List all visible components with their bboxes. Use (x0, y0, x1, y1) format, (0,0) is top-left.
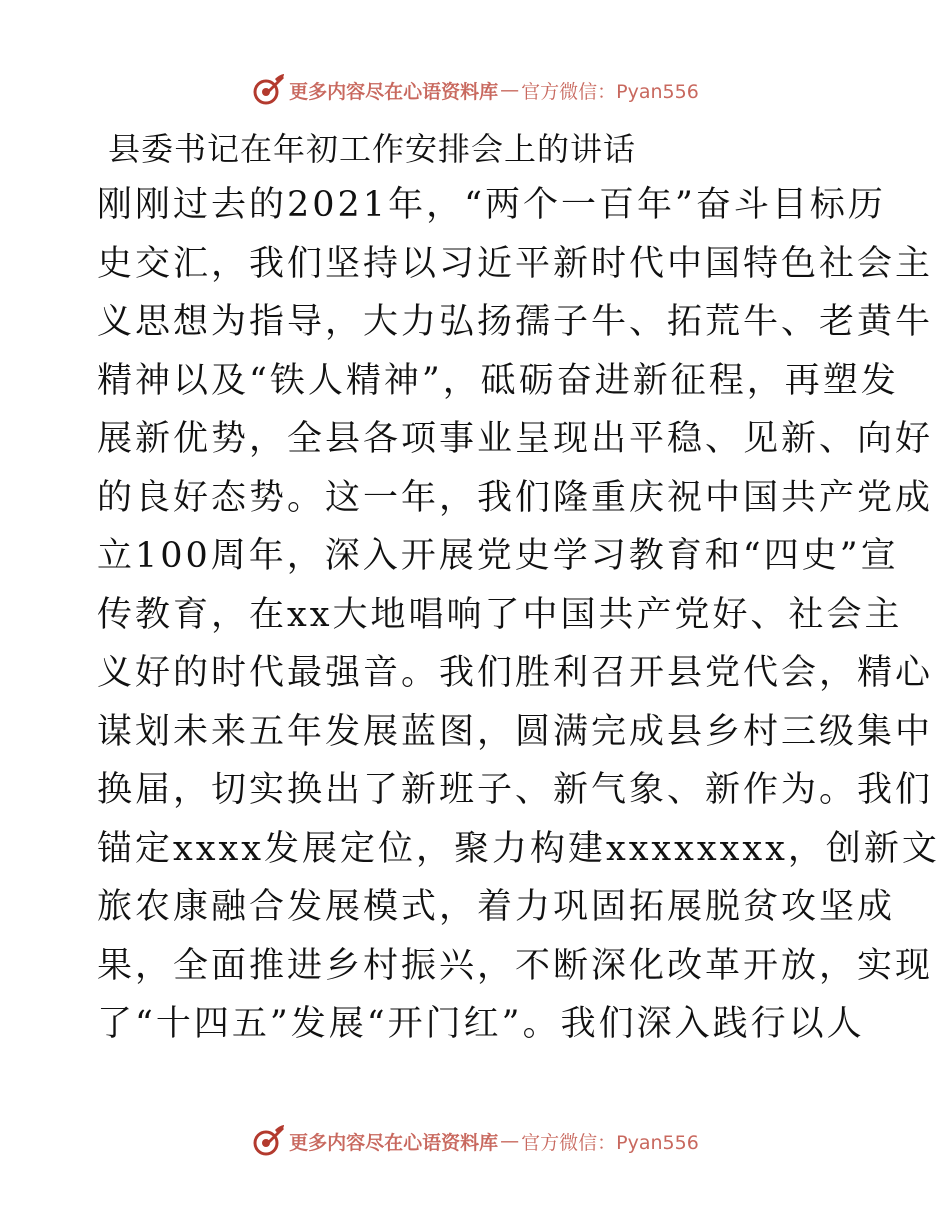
quill-logo-icon (251, 73, 285, 107)
watermark-contact: 官方微信：Pyan556 (521, 80, 699, 103)
document-title: 县委书记在年初工作安排会上的讲话 (108, 130, 637, 168)
body-line: 精神以及“铁人精神”，砥砺奋进新征程，再塑发 (97, 360, 899, 401)
body-line: 展新优势，全县各项事业呈现出平稳、见新、向好 (97, 419, 934, 459)
document-body (97, 176, 940, 1054)
watermark-text: 更多内容尽在心语资料库 (289, 1131, 499, 1154)
watermark-dash: — (500, 79, 520, 101)
body-line: 史交汇，我们坚持以习近平新时代中国特色社会主 (97, 243, 934, 284)
watermark-text: 更多内容尽在心语资料库 (289, 80, 499, 103)
watermark-contact: 官方微信：Pyan556 (521, 1131, 699, 1154)
body-line: 传教育，在xx大地唱响了中国共产党好、社会主 (97, 594, 903, 635)
body-line: 义好的时代最强音。我们胜利召开县党代会，精心 (97, 653, 934, 693)
body-line: 换届，切实换出了新班子、新气象、新作为。我们 (97, 770, 934, 810)
body-line: 谋划未来五年发展蓝图，圆满完成县乡村三级集中 (97, 711, 934, 752)
body-line: 了“十四五”发展“开门红”。我们深入践行以人 (97, 1004, 865, 1044)
quill-logo-icon (251, 1124, 285, 1158)
watermark-dash: — (500, 1130, 520, 1152)
header-watermark (0, 70, 950, 110)
body-line: 刚刚过去的2021年，“两个一百年”奋斗目标历 (97, 185, 886, 225)
body-line: 的良好态势。这一年，我们隆重庆祝中国共产党成 (97, 477, 934, 518)
body-line: 锚定xxxx发展定位，聚力构建xxxxxxxx，创新文 (97, 828, 940, 869)
footer-watermark (0, 1121, 950, 1161)
body-line: 果，全面推进乡村振兴，不断深化改革开放，实现 (97, 945, 934, 986)
body-line: 立100周年，深入开展党史学习教育和“四史”宣 (97, 536, 899, 576)
body-line: 旅农康融合发展模式，着力巩固拓展脱贫攻坚成 (97, 887, 896, 927)
body-line: 义思想为指导，大力弘扬孺子牛、拓荒牛、老黄牛 (97, 302, 934, 342)
